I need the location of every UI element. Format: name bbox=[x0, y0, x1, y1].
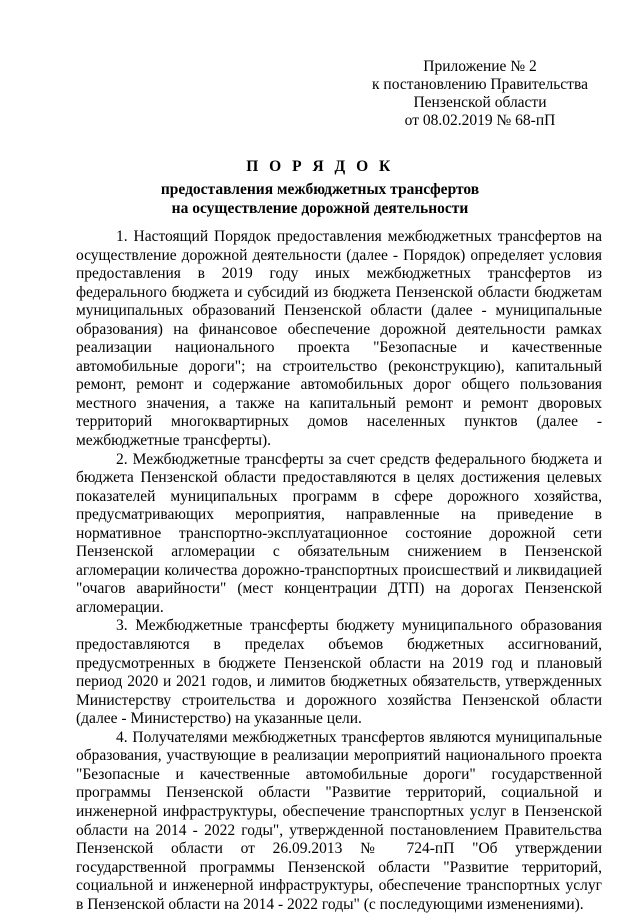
appendix-resolution-ref: к постановлению Правительства bbox=[372, 76, 588, 93]
paragraph-1: 1. Настоящий Порядок предоставления межбюджетных трансфертов на осуществление дорожной деятельности (далее - Порядок) определяет условия предоставления в 2019 году иных межбюджетных трансфертов из федерального бюджета и субсидий из бюджета Пензенской области бюджетам муниципальных образований Пензенской области (далее - муниципальные образования) на финансовое обеспечение дорожной деятельности рамках реализации национального проекта "Безопасные и качественные автомобильные дороги"; на строительство (реконструкцию), капитальный ремонт, ремонт и содержание автомобильных дорог общего пользования местного значения, а также на капитальный ремонт и ремонт дворовых территорий многоквартирных домов населенных пунктов (далее - межбюджетные трансферты). bbox=[76, 228, 602, 450]
paragraph-3: 3. Межбюджетные трансферты бюджету муниципального образования предоставляются в пределах объемов бюджетных ассигнований, предусмотренных в бюджете Пензенской области на 2019 год и плановый период 2020 и 2021 годов, и лимитов бюджетных обязательств, утвержденных Министерству строительства и дорожного хозяйства Пензенской области (далее - Министерство) на указанные цели. bbox=[76, 617, 602, 728]
document-title bbox=[0, 157, 640, 218]
paragraph-4: 4. Получателями межбюджетных трансфертов являются муниципальные образования, участвующие в реализации мероприятий национального проекта "Безопасные и качественные автомобильные дороги" государственной программы Пензенской области "Развитие территорий, социальной и инженерной инфраструктуры, обеспечение транспортных услуг в Пензенской области на 2014 - 2022 годы", утвержденной постановлением Правительства Пензенской области от 26.09.2013 № 724-пП "Об утверждении государственной программы Пензенской области "Развитие территорий, социальной и инженерной инфраструктуры, обеспечение транспортных услуг в Пензенской области на 2014 - 2022 годы" (с последующими изменениями). bbox=[76, 728, 602, 913]
appendix-region: Пензенской области bbox=[413, 94, 547, 111]
appendix-date-number: от 08.02.2019 № 68-пП bbox=[404, 112, 556, 129]
document-body bbox=[76, 228, 602, 914]
paragraph-2: 2. Межбюджетные трансферты за счет средств федерального бюджета и бюджета Пензенской области предоставляются в целях достижения целевых показателей муниципальных программ в сфере дорожного хозяйства, предусматривающих мероприятия, направленные на приведение в нормативное транспортно-эксплуатационное состояние дорожной сети Пензенской агломерации с обязательным снижением в Пензенской агломерации количества дорожно-транспортных происшествий и ликвидацией "очагов аварийности" (мест концентрации ДТП) на дорогах Пензенской агломерации. bbox=[76, 450, 602, 616]
title-main: П О Р Я Д О К bbox=[246, 158, 394, 175]
title-subtitle-2: на осуществление дорожной деятельности bbox=[171, 200, 469, 217]
appendix-number: Приложение № 2 bbox=[423, 58, 537, 75]
title-subtitle-1: предоставления межбюджетных трансфертов bbox=[160, 181, 480, 198]
appendix-header bbox=[355, 58, 605, 130]
